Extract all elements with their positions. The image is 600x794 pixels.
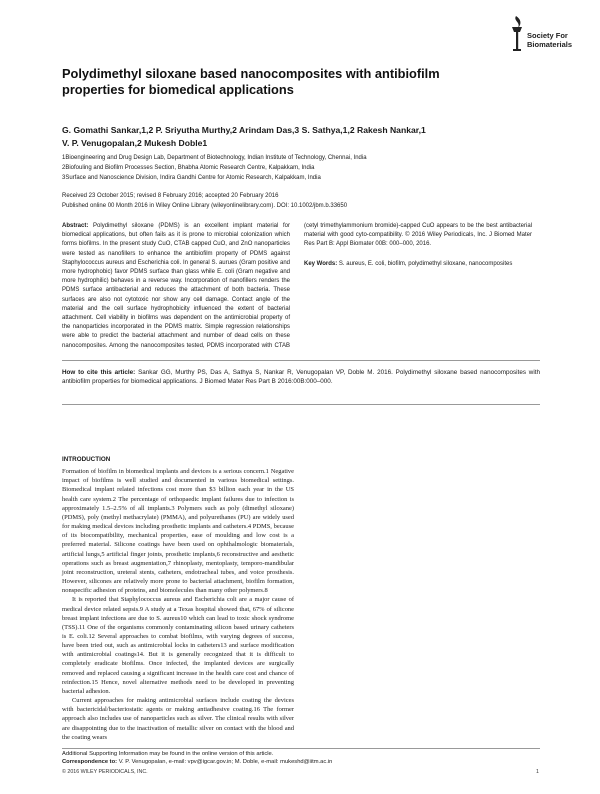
affiliation-1: 1Bioengineering and Drug Design Lab, Department of Biotechnology, Indian Institute of Technology, Chennai, India xyxy=(62,155,367,161)
abstract xyxy=(62,222,532,353)
correspondence-label: Correspondence to: xyxy=(62,759,118,766)
divider-bottom xyxy=(62,404,540,405)
body-paragraph-1: Formation of biofilm in biomedical implants and devices is a serious concern.1 Negative impact of biofilms is well studied and documented in various biomedical settings. Biomedical implant related infections cost more than $3 billion each year in the US health care system.2 The percentage of orthopaedic implant failures due to infection is approximately 1.5–2.5% of all implants.3 Polymers such as poly (dimethyl siloxane) (PDMS), poly (methyl methacrylate) (PMMA), and polyurethanes (PU) are widely used for making medical devices including prosthetic implants and catheters.4 PDMS, because of its biocompatibility, mechanical properties, ease of moulding and low cost is a preferred material. Silicone coatings have been used on ophthalmologic biomaterials, artificial lungs,5 artificial finger joints, prosthetic implants,6 reconstructive and aesthetic operations such as breast augmentation,7 rhinoplasty, mentoplasty, temporo-mandibular joint reconstruction, ureteral stents, catheters, endotracheal tubes, and voice prosthesis. However, silicones are relatively more prone to bacterial attachment, biofilm formation, nonspecific adhesion of proteins, and biomolecules than many other polymers.8 xyxy=(62,468,294,595)
received-dates: Received 23 October 2015; revised 8 February 2016; accepted 20 February 2016 xyxy=(62,193,279,199)
section-heading: INTRODUCTION xyxy=(62,456,111,463)
torch-logo-icon xyxy=(507,14,527,52)
article-body xyxy=(62,455,540,747)
keywords-text: S. aureus, E. coli, biofilm, polydimethyl siloxane, nanocomposites xyxy=(338,260,513,267)
author-line-1: G. Gomathi Sankar,1,2 P. Sriyutha Murthy,2 Arindam Das,3 S. Sathya,1,2 Rakesh Nankar,1 xyxy=(62,125,426,135)
copyright-footer: © 2016 WILEY PERIODICALS, INC. xyxy=(62,769,148,775)
abstract-text: Polydimethyl siloxane (PDMS) is an excellent implant material for biomedical applications, but often fails as it is prone to microbial colonization which forms biofilms. In the present study CuO, CTAB capped CuO, and ZnO nanoparticles were tested as nanofillers to enhance the antibiofilm property of PDMS against Staphylococcus aureus and Escherichia coli. In general S. aurues (Gram positive and more hydrophobic) favor PDMS surface than glass while E. coli (Gram negative and more hydrophilic) behaves in a reverse way. Incorporation of nanofillers renders the PDMS surface antibacterial and reduces the attachment of both bacteria. These surfaces are also not cytotoxic nor show any cell damage. Contact angle of the material and the cell surface hydrophobicity influenced the extent of bacterial attachment. Cell viability in biofilms was dependent on the antimicrobial property of the nanoparticles incorporated in the PDMS matrix. Simple regression relationships were able to predict the bacterial attachment and number of dead cells on these nanocomposites. Among the nanocomposites tested, PDMS incorporated with CTAB (cetyl trimethylammonium bromide)-capped CuO appears to be the best antibacterial material with good cyto-compatibility. © 2016 Wiley Periodicals, Inc. J Biomed Mater Res Part B: Appl Biomater 00B: 000–000, 2016. xyxy=(62,223,532,349)
how-to-cite xyxy=(62,368,540,387)
footnotes xyxy=(62,750,540,767)
article-title: Polydimethyl siloxane based nanocomposites with antibiofilm properties for biomedical applications xyxy=(62,66,440,97)
divider-top xyxy=(62,360,540,361)
abstract-label: Abstract: xyxy=(62,223,89,229)
society-name xyxy=(527,31,572,49)
page-number: 1 xyxy=(536,769,539,775)
footnote-rule xyxy=(62,748,540,749)
cite-label: How to cite this article: xyxy=(62,369,136,376)
keywords-label: Key Words: xyxy=(304,260,338,267)
supporting-info-note: Additional Supporting Information may be found in the online version of this article. xyxy=(62,751,274,757)
author-line-2: V. P. Venugopalan,2 Mukesh Doble1 xyxy=(62,138,208,148)
keywords xyxy=(304,260,532,269)
body-paragraph-3: Current approaches for making antimicrobial surfaces include coating the devices with bactericidal/bacteriostatic agents or making antiadhesive coating.16 The former approach also includes use of nanoparticles such as silver. The clinical results with silver are disappointing due to the inactivation of metallic silver on contact with the blood and the coating wears xyxy=(62,697,294,741)
affiliation-3: 3Surface and Nanoscience Division, Indira Gandhi Centre for Atomic Research, Kalpakkam, India xyxy=(62,175,321,182)
society-logo xyxy=(507,14,579,64)
article-dates xyxy=(62,192,532,212)
correspondence-note xyxy=(62,758,540,766)
society-name-line2: Biomaterials xyxy=(527,40,573,49)
abstract-paragraph xyxy=(62,222,532,353)
society-name-line1: Society For xyxy=(527,31,568,40)
author-list xyxy=(62,124,532,150)
affiliations xyxy=(62,153,532,184)
body-paragraph-2: It is reported that Staphylococcus aureus and Escherichia coli are a major cause of medical device related sepsis.9 A study at a Texas hospital showed that, 67% of silicone breast implant infections are due to S. aureus10 which can lead to toxic shock syndrome (TSS).11 One of the organisms commonly contaminating silicon based urinary catheters is E. coli.12 Several approaches to combat biofilms, with varying degrees of success, have been tried out, such as antimicrobial locks in catheters13 and surface modification with antimicrobial coatings14. But it is generally recognized that it is difficult to completely eradicate biofilms. Once infected, the implanted devices are surgically removed and replaced causing a significant increase in the health care cost and chance of reinfection.15 Hence, novel alternative methods need to be developed in preventing bacterial adhesion. xyxy=(62,596,294,695)
affiliation-2: 2Biofouling and Biofilm Processes Section, Bhabha Atomic Research Centre, Kalpakkam, India xyxy=(62,165,315,172)
published-line: Published online 00 Month 2016 in Wiley Online Library (wileyonlinelibrary.com). DOI: 10.1002/jbm.b.33650 xyxy=(62,202,348,209)
cite-text: Sankar GG, Murthy PS, Das A, Sathya S, Nankar R, Venugopalan VP, Doble M. 2016. Polydimethyl siloxane based nanocomposites with antibiofilm properties for biomedical applications. J Biomed Mater Res Part B 2016:00B:000–000. xyxy=(62,369,541,386)
correspondence-text: V. P. Venugopalan, e-mail: vpv@igcar.gov.in; M. Doble, e-mail: mukeshd@iitm.ac.in xyxy=(118,759,333,766)
